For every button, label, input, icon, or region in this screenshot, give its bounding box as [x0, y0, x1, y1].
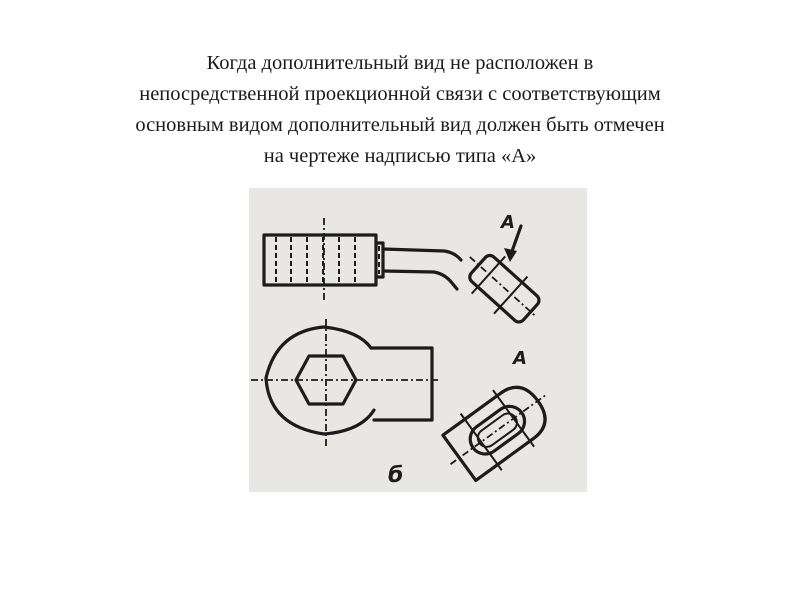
drawing-svg [249, 188, 587, 492]
figure-caption: б [388, 463, 404, 488]
handle-body [264, 235, 376, 285]
plan-view [251, 319, 441, 446]
text-line-4: на чертеже надписью типа «А» [263, 145, 537, 167]
auxiliary-view-a [430, 367, 567, 492]
text-line-1: Когда дополнительный вид не расположен в [206, 52, 594, 74]
slide-text [40, 48, 760, 172]
technical-drawing [249, 188, 587, 492]
top-view [264, 218, 553, 336]
view-label-arrow: А [501, 212, 515, 233]
text-line-2: непосредственной проекционной связи с соответствующим [139, 83, 661, 105]
view-label-aux: А [513, 348, 527, 369]
text-line-3: основным видом дополнительный вид должен быть отмечен [135, 114, 665, 136]
aux-slot [464, 400, 530, 460]
